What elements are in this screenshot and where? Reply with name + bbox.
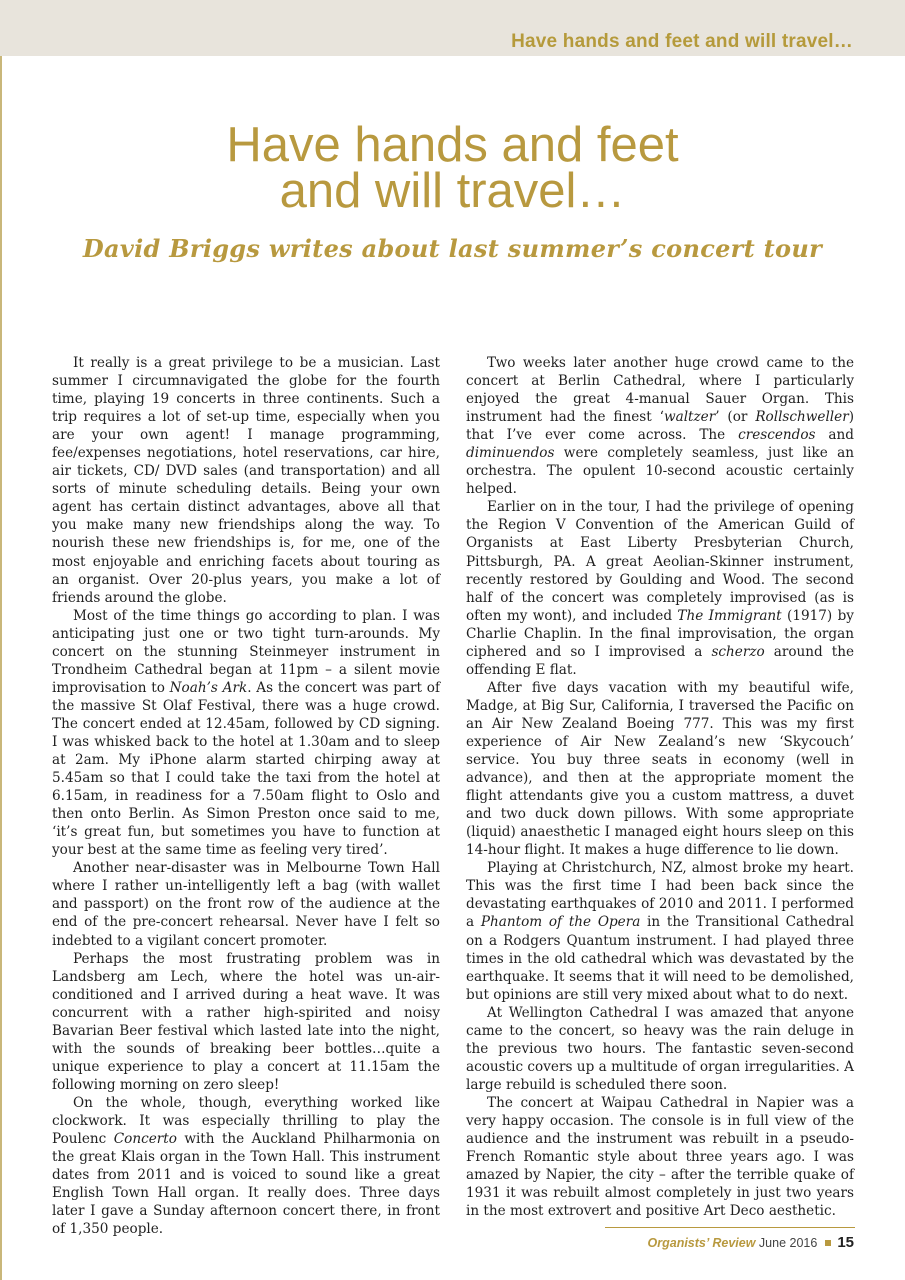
paragraph: Perhaps the most frustrating problem was in Landsberg am Lech, where the hotel was un-air-conditioned and I arrived during a heat wave. It was concurrent with a rather high-spirited and noisy Bavarian Beer festival which lasted late into the night, with the sounds of breaking beer bottles…quite a unique experience to play a concert at 11.15am the following morning on zero sleep!: [52, 950, 440, 1093]
paragraph: At Wellington Cathedral I was amazed that anyone came to the concert, so heavy was the rain deluge in the previous two hours. The fantastic seven-second acoustic covers up a multitude of organ irregularities. A large rebuild is scheduled there soon.: [466, 1004, 854, 1093]
paragraph: Playing at Christchurch, NZ, almost broke my heart. This was the first time I had been back since the devastating earthquakes of 2010 and 2011. I performed a Phantom of the Opera in the Transitional Cathedral on a Rodgers Quantum instrument. I had played three times in the old cathedral which was devastated by the earthquake. It seems that it will need to be demolished, but opinions are still very mixed about what to do next.: [466, 860, 854, 1003]
footer-rule: [605, 1227, 855, 1228]
paragraph: Most of the time things go according to plan. I was anticipating just one or two tight turn-arounds. My concert on the stunning Steinmeyer instrument in Trondheim Cathedral began at 11pm – a silent movie improvisation to Noah’s Ark. As the concert was part of the massive St Olaf Festival, there was a huge crowd. The concert ended at 12.45am, followed by CD signing. I was whisked back to the hotel at 1.30am and to sleep at 2am. My iPhone alarm started chirping away at 5.45am so that I could take the taxi from the hotel at 6.15am, in readiness for a 7.50am flight to Oslo and then onto Berlin. As Simon Preston once said to me, ‘it’s great fun, but sometimes you have to function at your best at the same time as feeling very tired’.: [52, 607, 440, 859]
paragraph: Two weeks later another huge crowd came to the concert at Berlin Cathedral, where I particularly enjoyed the great 4-manual Sauer Organ. This instrument had the finest ‘waltzer’ (or Rollschweller) that I’ve ever come across. The crescendos and diminuendos were completely seamless, just like an orchestra. The opulent 10-second acoustic certainly helped.: [466, 355, 855, 498]
magazine-name: Organists’ Review: [647, 1236, 756, 1250]
paragraph: After five days vacation with my beautiful wife, Madge, at Big Sur, California, I traversed the Pacific on an Air New Zealand Boeing 777. This was my first experience of Air New Zealand’s new ‘Skycouch’ service. You buy three seats in economy (well in advance), and then at the appropriate moment the flight attendants give you a custom mattress, a duvet and two duck down pillows. With some appropriate (liquid) anaesthetic I managed eight hours sleep on this 14-hour flight. It makes a huge difference to lie down.: [466, 679, 854, 859]
right-column: [466, 354, 854, 1220]
paragraph: The concert at Waipau Cathedral in Napier was a very happy occasion. The console is in full view of the audience and the instrument was rebuilt in a pseudo-French Romantic style about three years ago. I was amazed by Napier, the city – after the terrible quake of 1931 it was rebuilt almost completely in just two years in the most extrovert and positive Art Deco aesthetic.: [466, 1094, 854, 1220]
issue-date: June 2016: [758, 1236, 818, 1250]
separator-square-icon: [825, 1240, 831, 1246]
page-number: 15: [837, 1234, 854, 1251]
paragraph: Another near-disaster was in Melbourne Town Hall where I rather un-intelligently left a bag (with wallet and passport) on the front row of the audience at the end of the pre-concert rehearsal. Never have I felt so indebted to a vigilant concert promoter.: [52, 860, 440, 949]
left-column: [52, 354, 440, 1238]
paragraph: Earlier on in the tour, I had the privilege of opening the Region V Convention of the American Guild of Organists at East Liberty Presbyterian Church, Pittsburgh, PA. A great Aeolian-Skinner instrument, recently restored by Goulding and Wood. The second half of the concert was completely improvised (as is often my wont), and included The Immigrant (1917) by Charlie Chaplin. In the final improvisation, the organ ciphered and so I improvised a scherzo around the offending E flat.: [466, 499, 855, 678]
title-line-1: Have hands and feet: [226, 118, 679, 172]
page-footer: [648, 1234, 854, 1251]
article-title: [0, 118, 905, 218]
article-byline: David Briggs writes about last summer’s concert tour: [82, 234, 823, 263]
paragraph: On the whole, though, everything worked like clockwork. It was especially thrilling to play the Poulenc Concerto with the Auckland Philharmonia on the great Klais organ in the Town Hall. This instrument dates from 2011 and is voiced to sound like a great English Town Hall organ. It really does. Three days later I gave a Sunday afternoon concert there, in front of 1,350 people.: [52, 1094, 440, 1238]
paragraph: It really is a great privilege to be a musician. Last summer I circumnavigated the globe for the fourth time, playing 19 concerts in three continents. Such a trip requires a lot of set-up time, especially when you are your own agent! I manage programming, fee/expenses negotiations, hotel reservations, car hire, air tickets, CD/ DVD sales (and transportation) and all sorts of minute scheduling details. Being your own agent has certain distinct advantages, above all that you make many new friendships along the way. To nourish these new friendships is, for me, one of the most enjoyable and enriching facets about touring as an organist. Over 20-plus years, you make a lot of friends around the globe.: [52, 355, 440, 606]
running-header: Have hands and feet and will travel…: [511, 31, 853, 52]
title-line-2: and will travel…: [279, 164, 626, 218]
